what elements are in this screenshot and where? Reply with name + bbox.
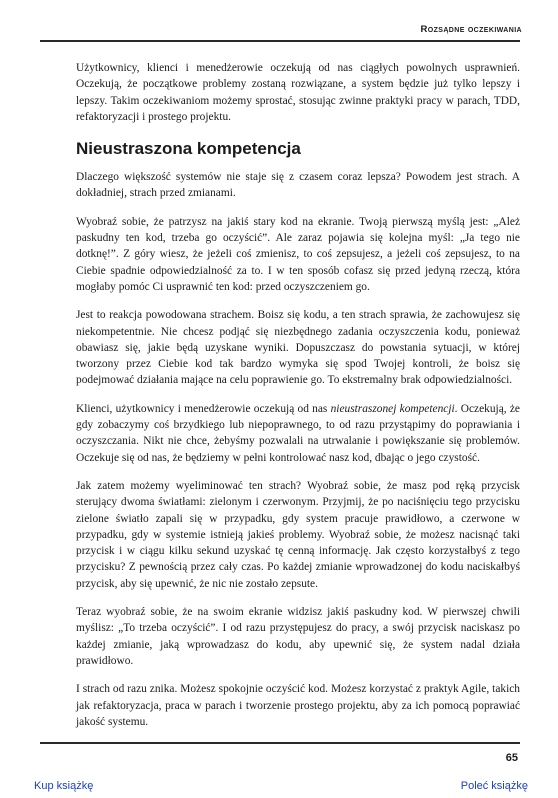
paragraph	[76, 401, 520, 466]
paragraph: Wyobraź sobie, że patrzysz na jakiś stary kod na ekranie. Twoją pierwszą myślą jest: „Ależ paskudny ten kod, trzeba go oczyścić”. Ale zaraz pojawia się kolejna myśl: „Ja tego nie dotknę!”. Z góry wiesz, że jeżeli coś zmienisz, to coś zepsujesz, a jeżeli coś zepsujesz, to na Ciebie spadnie odpowiedzialność za to. I w ten sposób cofasz się przed jedyną rzeczą, która mogłaby pomóc Ci usprawnić ten kod: przed oczyszczeniem go.	[76, 215, 520, 293]
page-body	[76, 60, 520, 742]
footer-rule	[40, 742, 520, 744]
paragraph: I strach od razu znika. Możesz spokojnie oczyścić kod. Możesz korzystać z praktyk Agile, takich jak refaktoryzacja, praca w parach i tworzenie prostego projektu, aby za ich pomocą poprawiać jakość systemu.	[76, 683, 520, 728]
emphasis-text: nieustraszonej kompetencji	[330, 402, 455, 415]
paragraph-text: . Oczekują, że gdy zobaczymy coś brzydkiego lub niepoprawnego, to od razu przystąpimy do poprawiania i oczyszczania. Nikt nie chce, żebyśmy pozwalali na utrwalanie i powiększanie się problemów. Oczekuje się od nas, że będziemy w pełni kontrolować nasz kod, dbając o jego czystość.	[76, 402, 520, 464]
page-number: 65	[505, 752, 518, 764]
paragraph: Jak zatem możemy wyeliminować ten strach? Wyobraź sobie, że masz pod ręką przycisk sterujący dwoma światłami: zielonym i czerwonym. Przyjmij, że po naciśnięciu tego przycisku zielone światło zapali się w przypadku, gdy system pracuje prawidłowo, a czerwone w przypadku, gdy w systemie istnieją jakieś problemy. Wyobraź sobie, że możesz nacisnąć taki przycisk i w ciągu kilku sekund uzyskać tę cenną informację. Jak często korzystałbyś z tego przycisku? Z pewnością przez cały czas. Po każdej zmianie wprowadzonej do kodu naciskałbyś przycisk, aby się upewnić, że nic nie zostało zepsute.	[76, 479, 520, 590]
recommend-book-link[interactable]: Poleć książkę	[460, 780, 528, 792]
paragraph: Dlaczego większość systemów nie staje się z czasem coraz lepsza? Powodem jest strach. A dokładniej, strach przed zmianami.	[76, 171, 520, 200]
paragraph: Jest to reakcja powodowana strachem. Boisz się kodu, a ten strach sprawia, że zachowujesz się niekompetentnie. Nie chcesz podjąć się niezbędnego zadania oczyszczenia kodu, ponieważ obawiasz się, jakie będą uzyskane wyniki. Dopuszczasz do powstania sytuacji, w której tworzony przez Ciebie kod tak bardzo wymyka się spod Twojej kontroli, że boisz się podejmować działania mające na celu poprawienie go. To ekstremalny brak odpowiedzialności.	[76, 309, 520, 387]
running-title: Rozsądne oczekiwania	[420, 24, 522, 35]
section-heading: Nieustraszona kompetencja	[76, 139, 301, 159]
header-rule	[40, 40, 520, 42]
paragraph: Teraz wyobraź sobie, że na swoim ekranie widzisz jakiś paskudny kod. W pierwszej chwili myślisz: „To trzeba oczyścić”. I od razu przystępujesz do pracy, a swój przycisk naciskasz po każdej zmianie, jaką wprowadzasz do kodu, aby upewnić się, że system nadal działa prawidłowo.	[76, 606, 520, 667]
paragraph: Użytkownicy, klienci i menedżerowie oczekują od nas ciągłych powolnych usprawnień. Oczekują, że początkowe problemy zostaną rozwiązane, a system będzie już tylko lepszy i lepszy. Takim oczekiwaniom możemy sprostać, stosując zwinne praktyki pracy w parach, TDD, refaktoryzacji i prostego projektu.	[76, 62, 520, 123]
paragraph-text: Klienci, użytkownicy i menedżerowie oczekują od nas	[76, 402, 331, 415]
buy-book-link[interactable]: Kup książkę	[34, 780, 94, 792]
running-head	[421, 24, 523, 35]
